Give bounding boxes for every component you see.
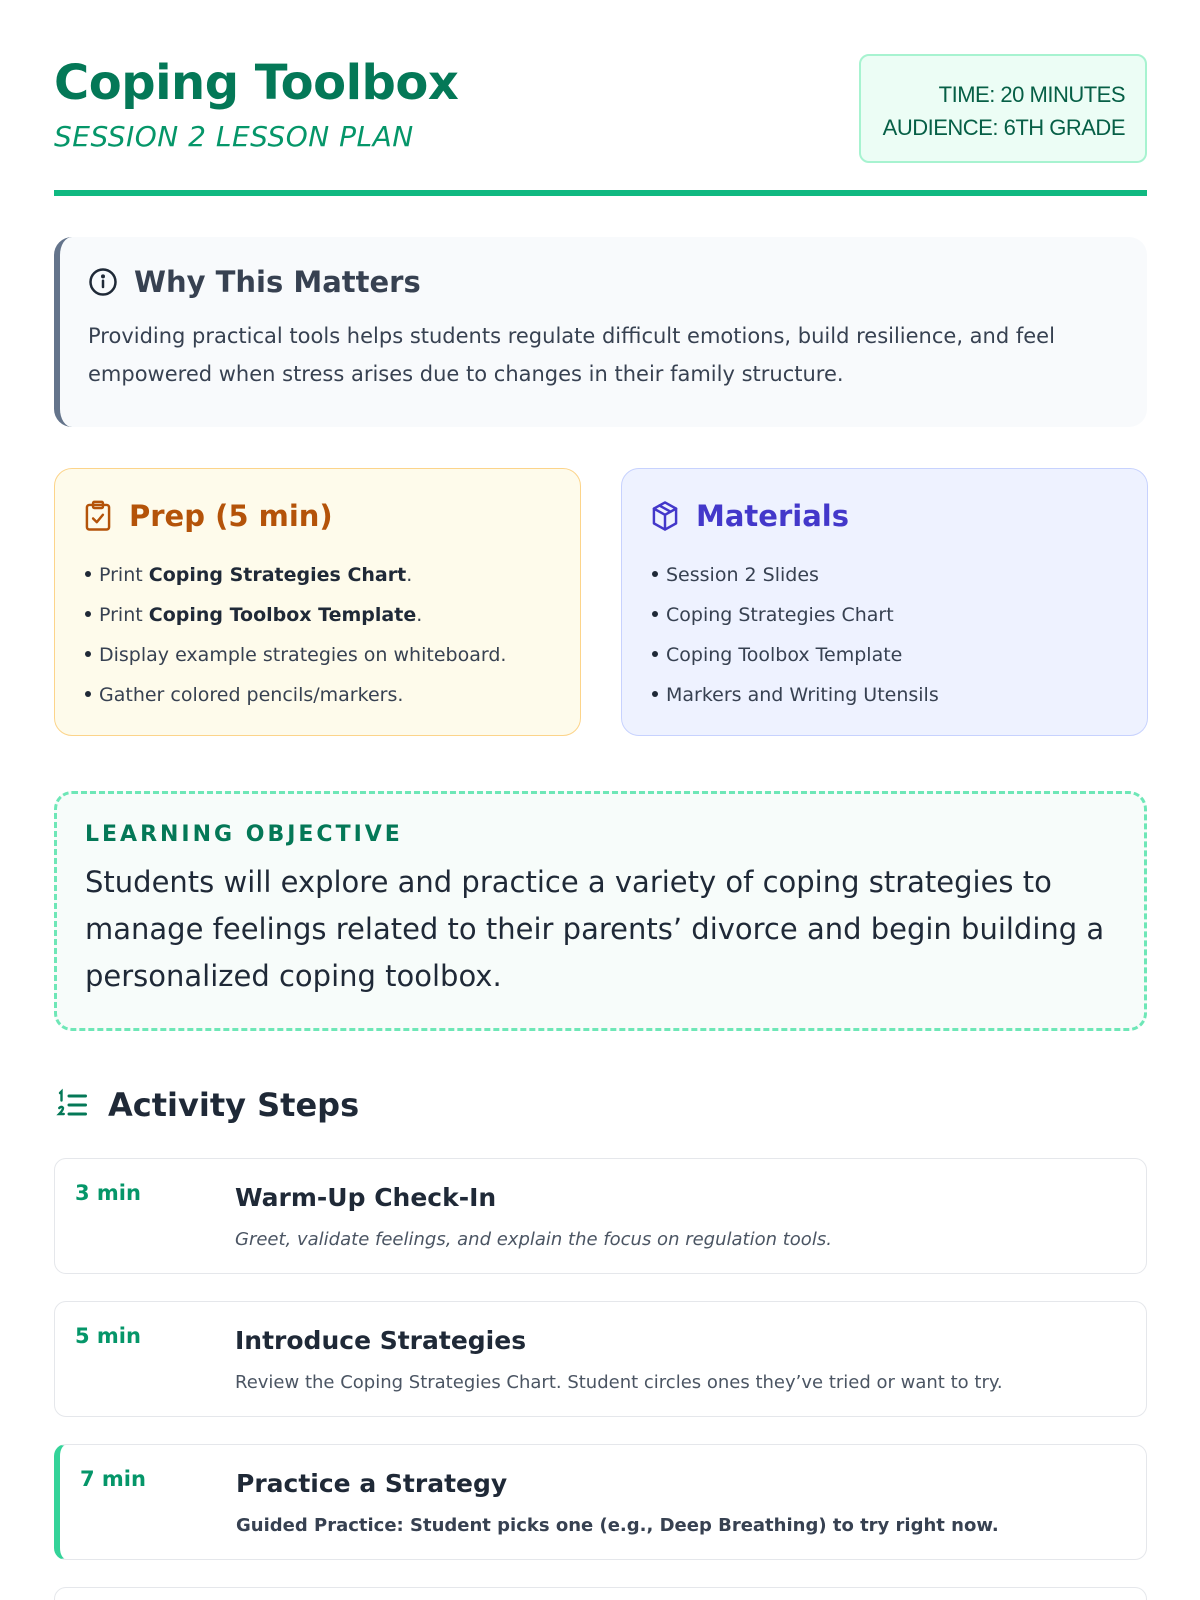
box-icon <box>650 500 680 532</box>
lesson-plan-page <box>54 0 1147 1600</box>
activity-step-current <box>54 1444 1147 1560</box>
step-description: Guided Practice: Student picks one (e.g., Deep Breathing) to try right now. <box>236 1515 999 1536</box>
list-item: Markers and Writing Utensils <box>650 675 1119 715</box>
step-duration: 5 min <box>75 1324 141 1348</box>
activity-title: Activity Steps <box>108 1086 360 1124</box>
list-item: Display example strategies on whiteboard. <box>83 635 552 675</box>
time-label: TIME: 20 MINUTES <box>938 82 1125 107</box>
list-item: Print Coping Toolbox Template. <box>83 595 552 635</box>
page-subtitle: SESSION 2 LESSON PLAN <box>54 120 414 153</box>
prep-title: Prep (5 min) <box>129 499 333 533</box>
step-title: Introduce Strategies <box>235 1326 527 1355</box>
step-title: Practice a Strategy <box>236 1469 508 1498</box>
list-item: Coping Strategies Chart <box>650 595 1119 635</box>
materials-list <box>650 555 1119 715</box>
session-meta-box <box>859 54 1147 163</box>
materials-card <box>621 468 1148 736</box>
step-duration: 7 min <box>80 1467 146 1491</box>
info-icon <box>88 267 118 297</box>
step-duration: 3 min <box>75 1181 141 1205</box>
clipboard-check-icon <box>83 500 113 532</box>
activity-steps-header <box>54 1086 359 1124</box>
page-title: Coping Toolbox <box>54 55 459 111</box>
step-description: Review the Coping Strategies Chart. Student circles ones they’ve tried or want to try. <box>235 1372 1003 1393</box>
activity-step <box>54 1158 1147 1274</box>
activity-step-partial <box>54 1587 1147 1600</box>
numbered-list-icon <box>54 1087 90 1123</box>
list-item: Coping Toolbox Template <box>650 635 1119 675</box>
objective-text: Students will explore and practice a variety of coping strategies to manage feelings related to their parents’ divorce and begin building a personalized coping toolbox. <box>85 865 1105 993</box>
list-item: Session 2 Slides <box>650 555 1119 595</box>
list-item: Print Coping Strategies Chart. <box>83 555 552 595</box>
prep-card <box>54 468 581 736</box>
audience-label: AUDIENCE: 6TH GRADE <box>882 115 1125 140</box>
why-title: Why This Matters <box>134 265 421 299</box>
learning-objective-card <box>54 791 1147 1031</box>
why-text: Providing practical tools helps students regulate difficult emotions, build resilience, and feel empowered when stress arises due to changes in their family structure. <box>88 324 1055 386</box>
activity-step <box>54 1301 1147 1417</box>
objective-label: LEARNING OBJECTIVE <box>85 822 403 847</box>
prep-list <box>83 555 552 715</box>
why-this-matters-card <box>54 237 1147 427</box>
step-description: Greet, validate feelings, and explain the focus on regulation tools. <box>235 1229 832 1250</box>
step-title: Warm-Up Check-In <box>235 1183 497 1212</box>
header <box>54 54 1147 194</box>
list-item: Gather colored pencils/markers. <box>83 675 552 715</box>
header-divider <box>54 190 1147 196</box>
materials-title: Materials <box>696 499 849 533</box>
